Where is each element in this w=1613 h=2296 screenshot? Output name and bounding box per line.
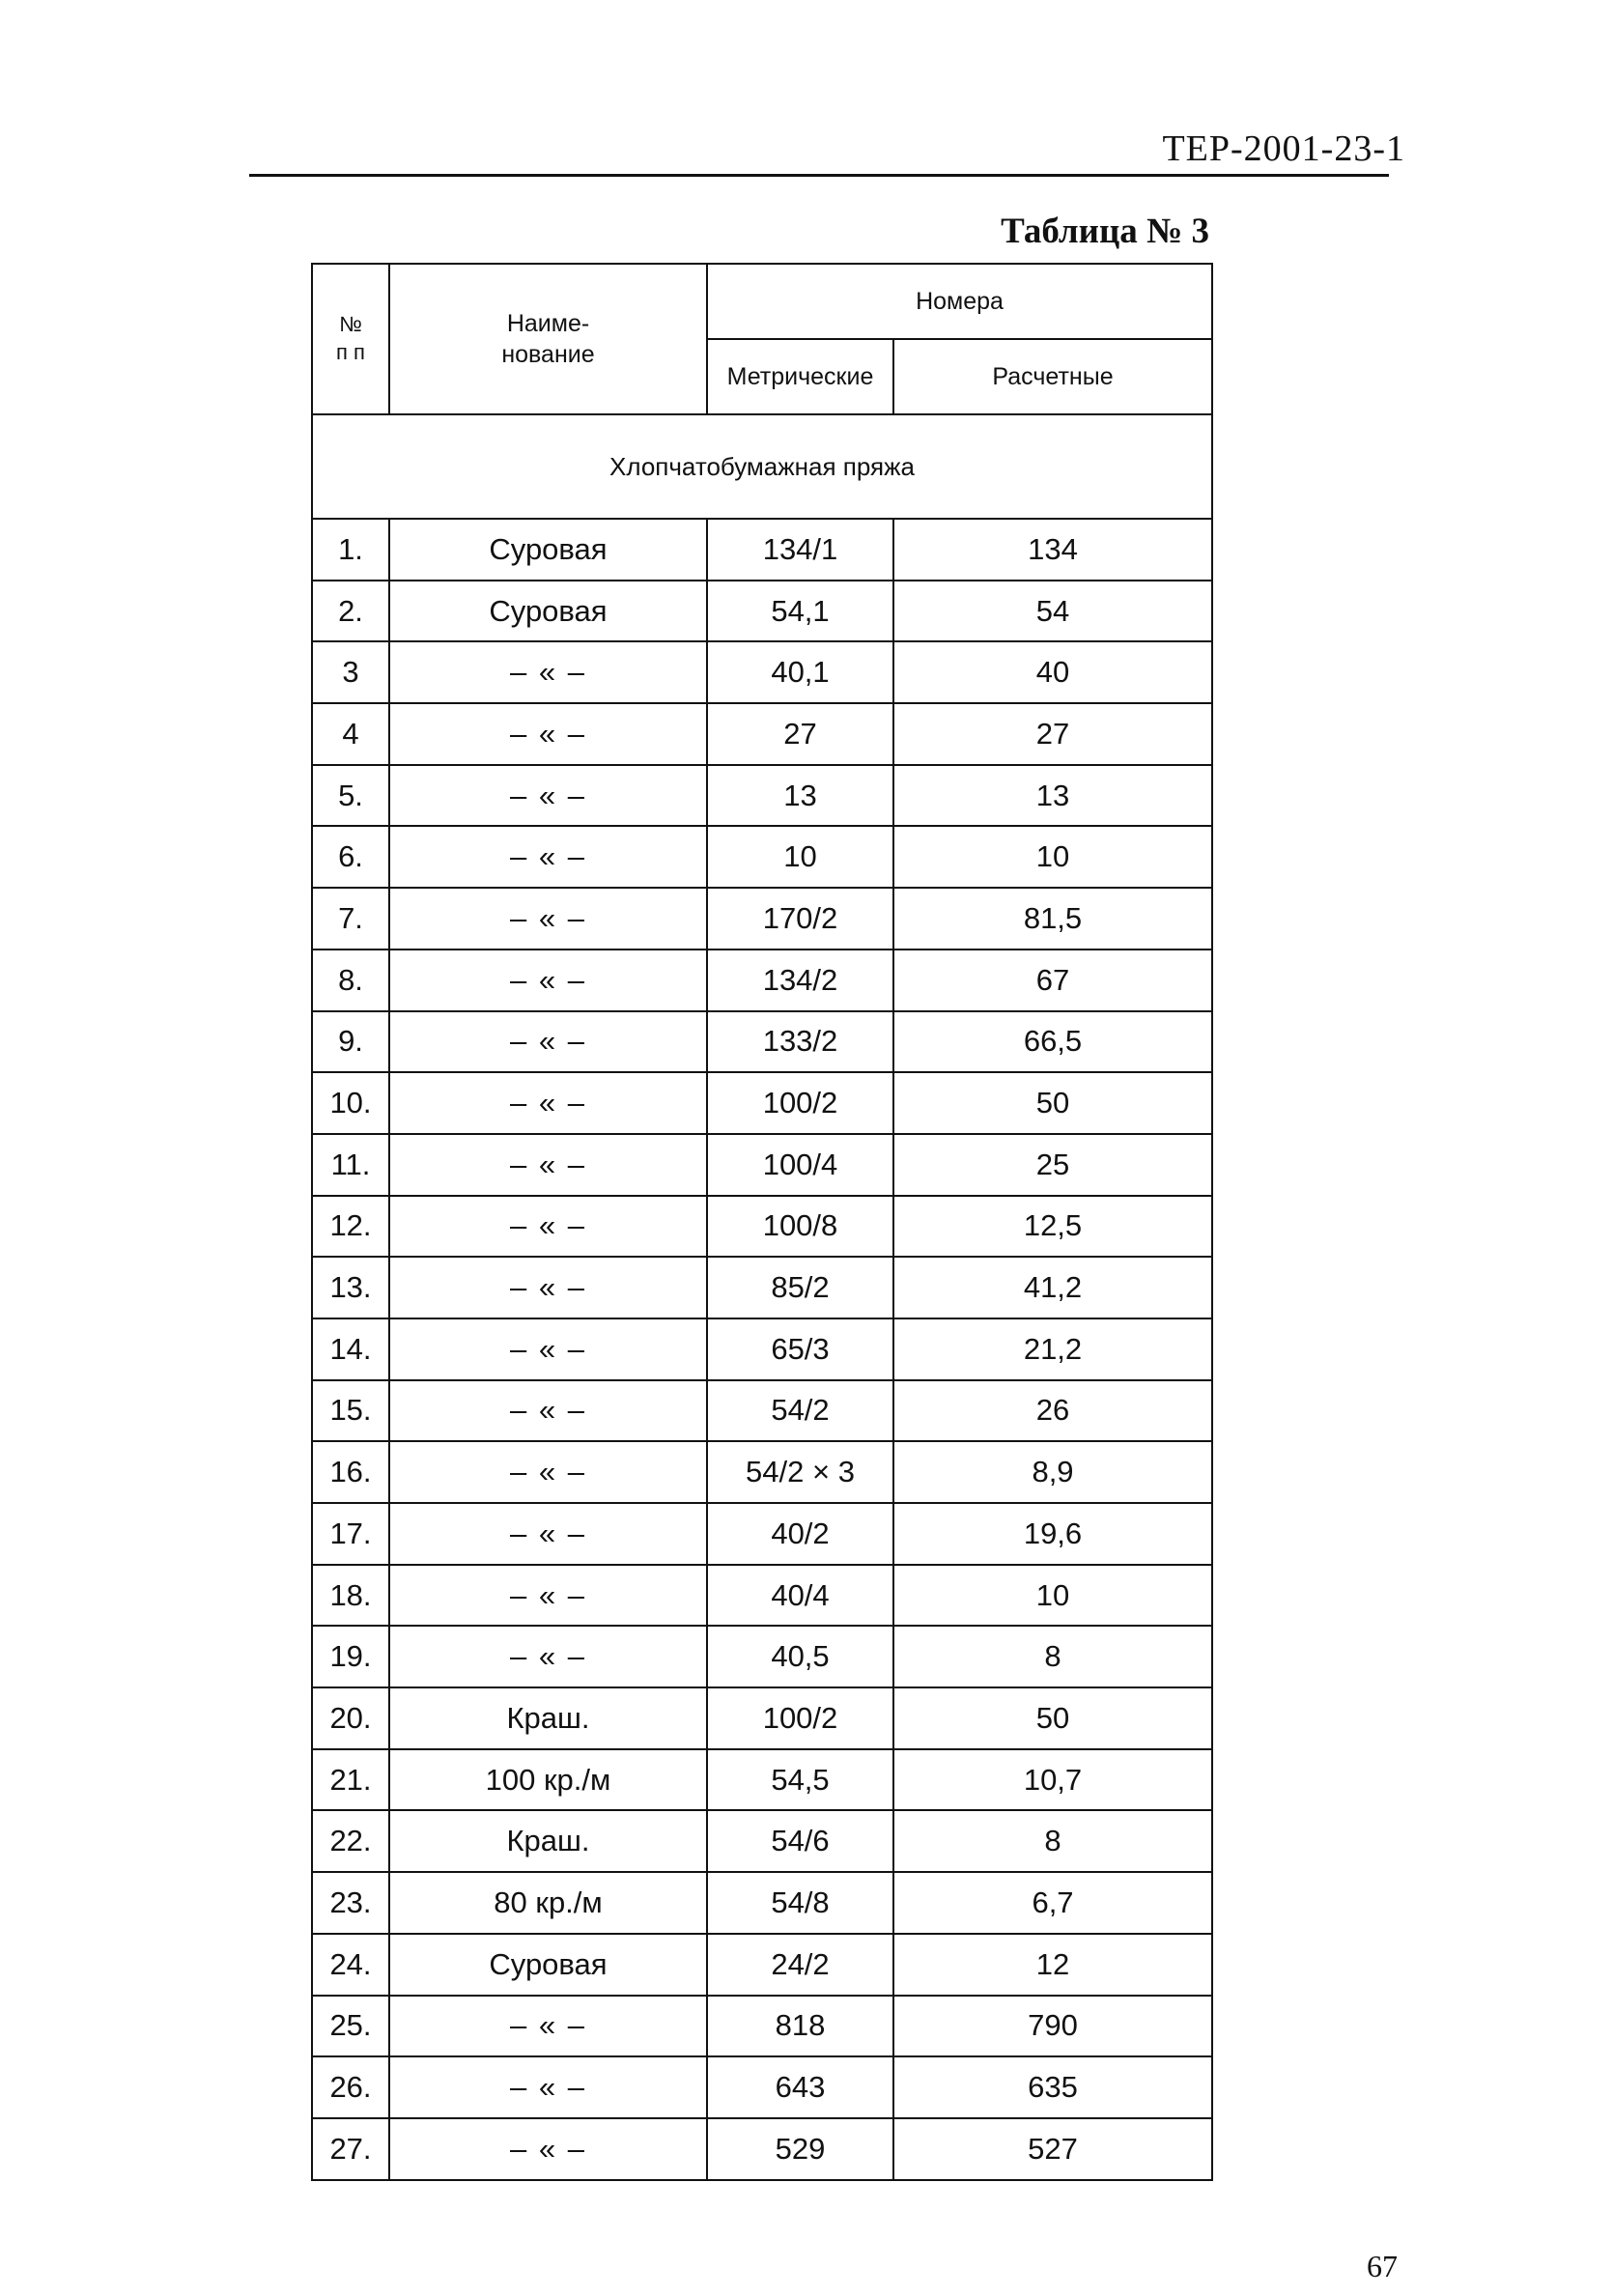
row-name-cell: Суровая bbox=[389, 519, 707, 581]
row-number-cell: 17. bbox=[312, 1503, 389, 1565]
row-number-cell: 10. bbox=[312, 1072, 389, 1134]
row-metric-cell: 134/2 bbox=[707, 950, 893, 1011]
row-number-cell: 25. bbox=[312, 1996, 389, 2057]
row-number-cell: 19. bbox=[312, 1626, 389, 1687]
row-metric-cell: 170/2 bbox=[707, 888, 893, 950]
row-name-cell: – « – bbox=[389, 1565, 707, 1627]
table-row bbox=[312, 1934, 1212, 1996]
table-row bbox=[312, 950, 1212, 1011]
row-name-cell: – « – bbox=[389, 1626, 707, 1687]
row-calculated-cell: 67 bbox=[893, 950, 1212, 1011]
row-number-cell: 21. bbox=[312, 1749, 389, 1811]
row-metric-cell: 27 bbox=[707, 703, 893, 765]
row-metric-cell: 13 bbox=[707, 765, 893, 827]
row-metric-cell: 818 bbox=[707, 1996, 893, 2057]
row-number-cell: 26. bbox=[312, 2056, 389, 2118]
row-calculated-cell: 13 bbox=[893, 765, 1212, 827]
row-number-cell: 6. bbox=[312, 826, 389, 888]
row-name-cell: – « – bbox=[389, 2118, 707, 2180]
yarn-numbers-table bbox=[311, 263, 1213, 2181]
row-number-cell: 27. bbox=[312, 2118, 389, 2180]
row-name-cell: – « – bbox=[389, 1996, 707, 2057]
row-name-cell: – « – bbox=[389, 888, 707, 950]
row-metric-cell: 40,1 bbox=[707, 641, 893, 703]
row-calculated-cell: 40 bbox=[893, 641, 1212, 703]
row-calculated-cell: 12 bbox=[893, 1934, 1212, 1996]
column-header-metric: Метрические bbox=[707, 339, 893, 414]
row-name-cell: 100 кр./м bbox=[389, 1749, 707, 1811]
table-row bbox=[312, 1441, 1212, 1503]
row-metric-cell: 24/2 bbox=[707, 1934, 893, 1996]
table-row bbox=[312, 1687, 1212, 1749]
row-number-cell: 3 bbox=[312, 641, 389, 703]
table-row bbox=[312, 2056, 1212, 2118]
row-name-cell: – « – bbox=[389, 2056, 707, 2118]
table-row bbox=[312, 2118, 1212, 2180]
row-number-cell: 7. bbox=[312, 888, 389, 950]
row-calculated-cell: 21,2 bbox=[893, 1318, 1212, 1380]
column-header-calculated: Расчетные bbox=[893, 339, 1212, 414]
row-name-cell: – « – bbox=[389, 1503, 707, 1565]
column-group-header: Номера bbox=[707, 264, 1212, 339]
table-row bbox=[312, 1196, 1212, 1258]
row-metric-cell: 40/2 bbox=[707, 1503, 893, 1565]
row-metric-cell: 54,1 bbox=[707, 581, 893, 642]
row-calculated-cell: 41,2 bbox=[893, 1257, 1212, 1318]
row-metric-cell: 40/4 bbox=[707, 1565, 893, 1627]
row-calculated-cell: 10 bbox=[893, 826, 1212, 888]
row-calculated-cell: 8 bbox=[893, 1626, 1212, 1687]
row-number-cell: 9. bbox=[312, 1011, 389, 1073]
row-number-cell: 15. bbox=[312, 1380, 389, 1442]
document-code: ТЕР-2001-23-1 bbox=[1162, 128, 1405, 169]
row-metric-cell: 100/4 bbox=[707, 1134, 893, 1196]
row-calculated-cell: 10 bbox=[893, 1565, 1212, 1627]
table-row bbox=[312, 1011, 1212, 1073]
column-header-number bbox=[312, 264, 389, 414]
row-metric-cell: 100/8 bbox=[707, 1196, 893, 1258]
row-number-cell: 18. bbox=[312, 1565, 389, 1627]
column-header-number-text: № п п bbox=[336, 312, 365, 364]
row-calculated-cell: 54 bbox=[893, 581, 1212, 642]
row-name-cell: – « – bbox=[389, 1134, 707, 1196]
row-metric-cell: 40,5 bbox=[707, 1626, 893, 1687]
row-calculated-cell: 19,6 bbox=[893, 1503, 1212, 1565]
row-metric-cell: 54/2 bbox=[707, 1380, 893, 1442]
row-calculated-cell: 12,5 bbox=[893, 1196, 1212, 1258]
row-metric-cell: 643 bbox=[707, 2056, 893, 2118]
row-calculated-cell: 635 bbox=[893, 2056, 1212, 2118]
row-number-cell: 4 bbox=[312, 703, 389, 765]
column-header-name bbox=[389, 264, 707, 414]
row-name-cell: – « – bbox=[389, 1441, 707, 1503]
row-name-cell: Суровая bbox=[389, 581, 707, 642]
table-row bbox=[312, 1257, 1212, 1318]
table-row bbox=[312, 1810, 1212, 1872]
row-calculated-cell: 134 bbox=[893, 519, 1212, 581]
row-metric-cell: 54,5 bbox=[707, 1749, 893, 1811]
row-calculated-cell: 26 bbox=[893, 1380, 1212, 1442]
table-row bbox=[312, 1380, 1212, 1442]
row-number-cell: 22. bbox=[312, 1810, 389, 1872]
row-calculated-cell: 10,7 bbox=[893, 1749, 1212, 1811]
table-row bbox=[312, 1072, 1212, 1134]
row-number-cell: 1. bbox=[312, 519, 389, 581]
table-row bbox=[312, 1749, 1212, 1811]
table-row bbox=[312, 1318, 1212, 1380]
row-name-cell: – « – bbox=[389, 1318, 707, 1380]
row-metric-cell: 54/2 × 3 bbox=[707, 1441, 893, 1503]
row-number-cell: 13. bbox=[312, 1257, 389, 1318]
row-calculated-cell: 8 bbox=[893, 1810, 1212, 1872]
row-number-cell: 20. bbox=[312, 1687, 389, 1749]
row-number-cell: 8. bbox=[312, 950, 389, 1011]
row-calculated-cell: 81,5 bbox=[893, 888, 1212, 950]
row-name-cell: – « – bbox=[389, 703, 707, 765]
row-calculated-cell: 25 bbox=[893, 1134, 1212, 1196]
table-row bbox=[312, 826, 1212, 888]
row-metric-cell: 529 bbox=[707, 2118, 893, 2180]
row-number-cell: 2. bbox=[312, 581, 389, 642]
row-metric-cell: 133/2 bbox=[707, 1011, 893, 1073]
row-calculated-cell: 6,7 bbox=[893, 1872, 1212, 1934]
row-name-cell: – « – bbox=[389, 765, 707, 827]
row-name-cell: – « – bbox=[389, 1196, 707, 1258]
row-calculated-cell: 27 bbox=[893, 703, 1212, 765]
row-calculated-cell: 527 bbox=[893, 2118, 1212, 2180]
row-metric-cell: 10 bbox=[707, 826, 893, 888]
table-row bbox=[312, 1626, 1212, 1687]
table-row bbox=[312, 703, 1212, 765]
row-name-cell: – « – bbox=[389, 950, 707, 1011]
row-calculated-cell: 50 bbox=[893, 1687, 1212, 1749]
row-metric-cell: 54/6 bbox=[707, 1810, 893, 1872]
page-number: 67 bbox=[1367, 2249, 1398, 2283]
row-name-cell: Краш. bbox=[389, 1687, 707, 1749]
row-name-cell: Суровая bbox=[389, 1934, 707, 1996]
row-name-cell: – « – bbox=[389, 1011, 707, 1073]
table-row bbox=[312, 1996, 1212, 2057]
row-calculated-cell: 66,5 bbox=[893, 1011, 1212, 1073]
row-number-cell: 24. bbox=[312, 1934, 389, 1996]
row-number-cell: 23. bbox=[312, 1872, 389, 1934]
row-name-cell: – « – bbox=[389, 1257, 707, 1318]
row-number-cell: 12. bbox=[312, 1196, 389, 1258]
row-name-cell: – « – bbox=[389, 641, 707, 703]
section-heading: Хлопчатобумажная пряжа bbox=[312, 414, 1212, 519]
table-row bbox=[312, 888, 1212, 950]
table-row bbox=[312, 765, 1212, 827]
table-title: Таблица № 3 bbox=[1001, 212, 1209, 251]
table-row bbox=[312, 1134, 1212, 1196]
row-number-cell: 14. bbox=[312, 1318, 389, 1380]
row-number-cell: 16. bbox=[312, 1441, 389, 1503]
column-header-name-text: Наиме- нование bbox=[501, 309, 595, 368]
row-name-cell: Краш. bbox=[389, 1810, 707, 1872]
row-metric-cell: 100/2 bbox=[707, 1072, 893, 1134]
row-calculated-cell: 8,9 bbox=[893, 1441, 1212, 1503]
table-row bbox=[312, 581, 1212, 642]
row-name-cell: – « – bbox=[389, 1380, 707, 1442]
row-calculated-cell: 790 bbox=[893, 1996, 1212, 2057]
table-row bbox=[312, 1872, 1212, 1934]
row-metric-cell: 85/2 bbox=[707, 1257, 893, 1318]
row-metric-cell: 100/2 bbox=[707, 1687, 893, 1749]
row-number-cell: 11. bbox=[312, 1134, 389, 1196]
table-row bbox=[312, 641, 1212, 703]
table-body bbox=[312, 414, 1212, 2180]
table-row bbox=[312, 519, 1212, 581]
row-name-cell: 80 кр./м bbox=[389, 1872, 707, 1934]
row-metric-cell: 54/8 bbox=[707, 1872, 893, 1934]
row-calculated-cell: 50 bbox=[893, 1072, 1212, 1134]
row-name-cell: – « – bbox=[389, 1072, 707, 1134]
header-rule bbox=[249, 174, 1389, 177]
row-metric-cell: 134/1 bbox=[707, 519, 893, 581]
row-number-cell: 5. bbox=[312, 765, 389, 827]
row-metric-cell: 65/3 bbox=[707, 1318, 893, 1380]
table-row bbox=[312, 1565, 1212, 1627]
table-row bbox=[312, 1503, 1212, 1565]
row-name-cell: – « – bbox=[389, 826, 707, 888]
